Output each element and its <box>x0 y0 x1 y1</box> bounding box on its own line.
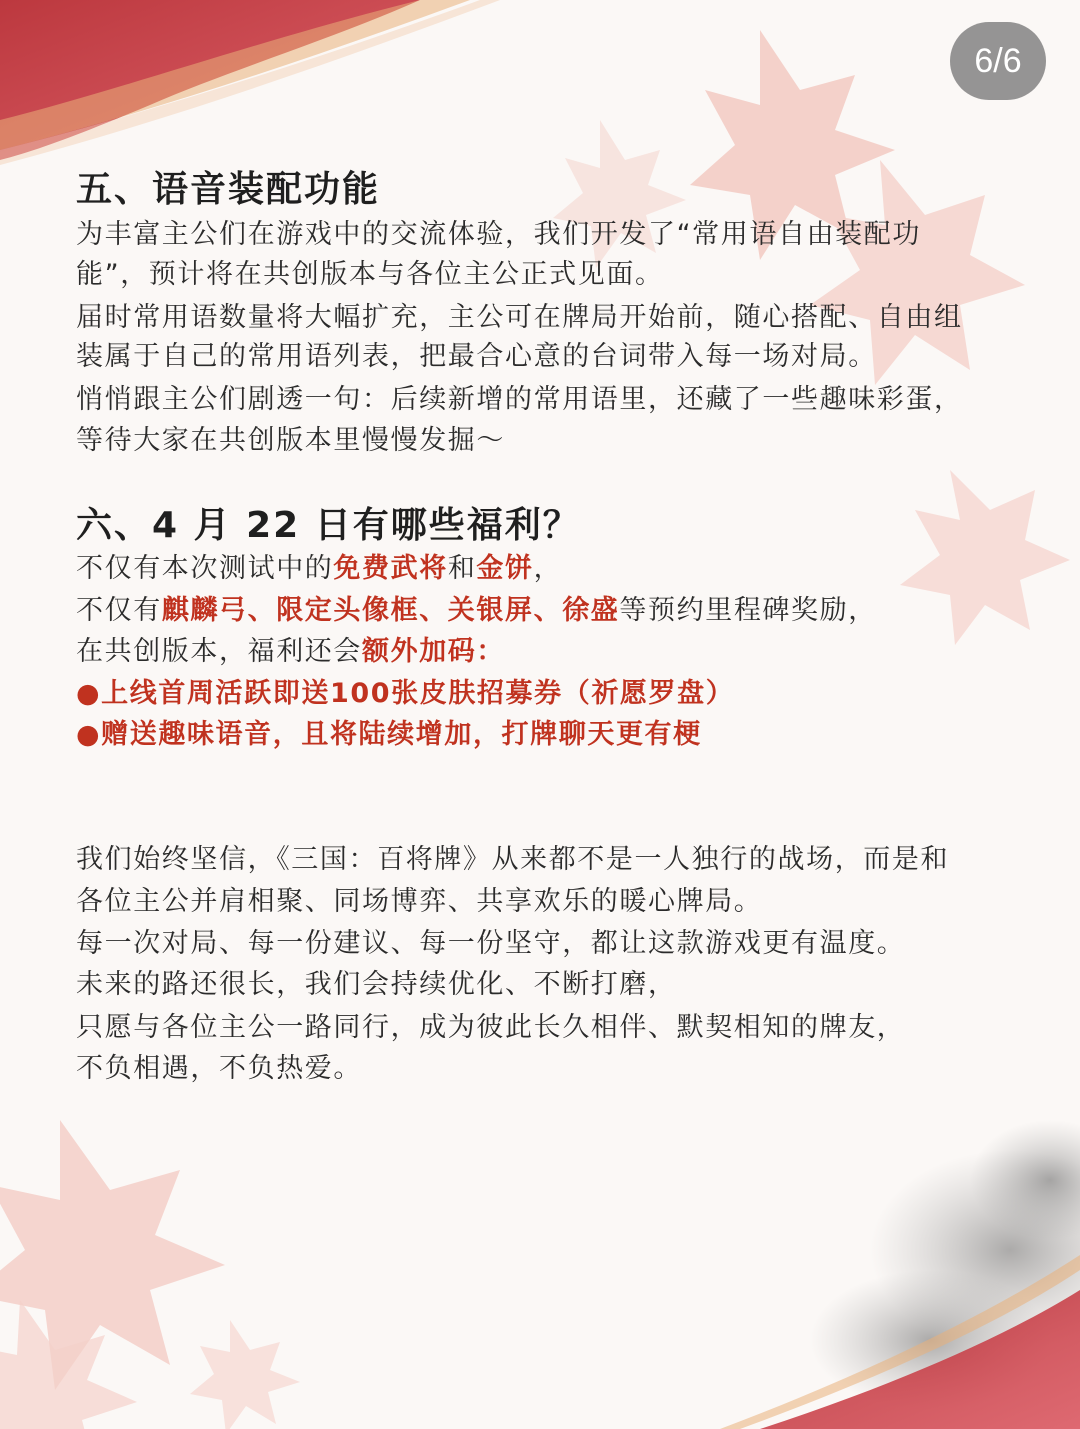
page-indicator-badge: 6/6 <box>950 22 1046 100</box>
section6-line1 <box>76 550 562 588</box>
section6-line2 <box>76 592 877 630</box>
text-segment: 等预约里程碑奖励， <box>619 595 877 626</box>
section5-line: 装属于自己的常用语列表，把最合心意的台词带入每一场对局。 <box>76 341 877 372</box>
highlight-extra-bonus: 额外加码： <box>362 636 505 667</box>
closing-line: 我们始终坚信，《三国：百将牌》从来都不是一人独行的战场，而是和 <box>76 844 950 875</box>
text-segment: ， <box>533 553 563 584</box>
bonus-bullet: ●赠送趣味语音，且将陆续增加，打牌聊天更有梗 <box>76 719 702 750</box>
highlight-milestone-rewards: 麒麟弓、限定头像框、关银屏、徐盛 <box>161 595 620 626</box>
section6-title: 六、4 月 22 日有哪些福利？ <box>76 505 581 546</box>
highlight-free-generals: 免费武将 <box>333 553 448 584</box>
highlight-gold-cake: 金饼 <box>476 553 534 584</box>
text-segment: 不仅有本次测试中的 <box>76 553 334 584</box>
section5-line: 悄悄跟主公们剧透一句：后续新增的常用语里，还藏了一些趣味彩蛋， <box>76 384 963 415</box>
closing-line: 不负相遇，不负热爱。 <box>76 1053 362 1084</box>
closing-line: 各位主公并肩相聚、同场博弈、共享欢乐的暖心牌局。 <box>76 886 763 917</box>
top-left-red-swoosh <box>0 0 500 165</box>
section5-line: 为丰富主公们在游戏中的交流体验，我们开发了“常用语自由装配功 <box>76 219 921 250</box>
closing-line: 未来的路还很长，我们会持续优化、不断打磨， <box>76 969 677 1000</box>
section5-line: 等待大家在共创版本里慢慢发掘～ <box>76 425 505 456</box>
section5-line: 届时常用语数量将大幅扩充，主公可在牌局开始前，随心搭配、自由组 <box>76 302 963 333</box>
section5-line: 能”，预计将在共创版本与各位主公正式见面。 <box>76 259 664 290</box>
closing-line: 只愿与各位主公一路同行，成为彼此长久相伴、默契相知的牌友， <box>76 1012 906 1043</box>
text-segment: 在共创版本，福利还会 <box>76 636 362 667</box>
bonus-bullet: ●上线首周活跃即送100张皮肤招募券（祈愿罗盘） <box>76 678 735 709</box>
text-segment: 和 <box>447 553 477 584</box>
section5-title: 五、语音装配功能 <box>76 169 381 210</box>
closing-line: 每一次对局、每一份建议、每一份坚守，都让这款游戏更有温度。 <box>76 928 906 959</box>
section6-line3 <box>76 633 505 671</box>
text-segment: 不仅有 <box>76 595 162 626</box>
